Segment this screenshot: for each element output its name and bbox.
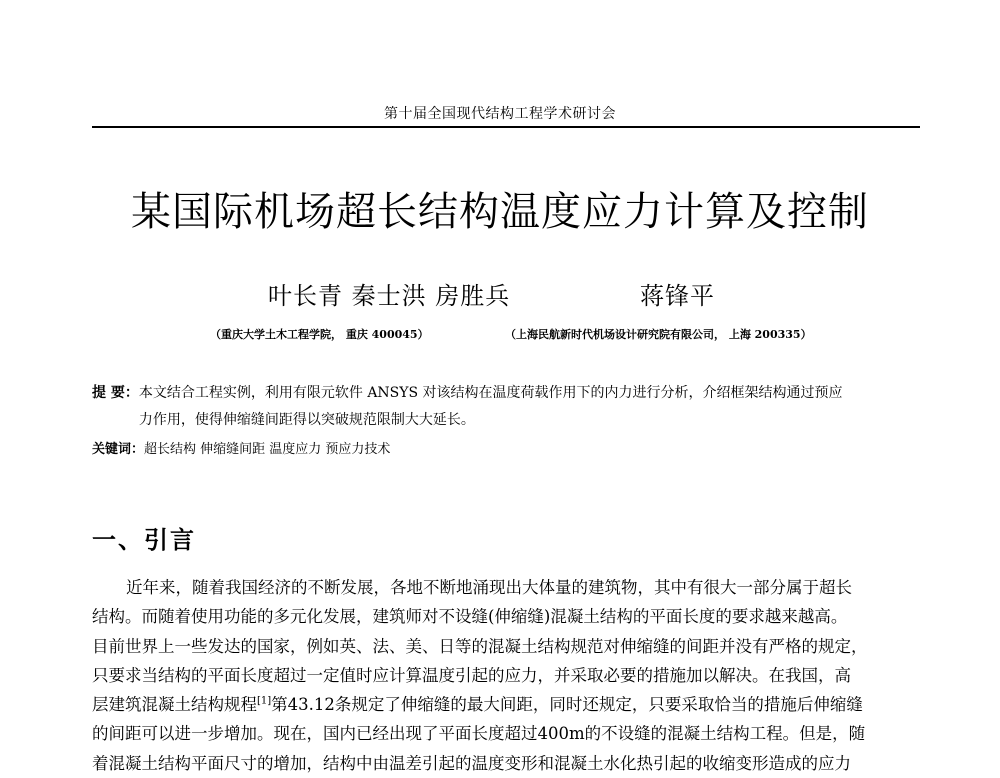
section-heading: 一、引言 — [92, 526, 196, 554]
affiliation-2: （上海民航新时代机场设计研究院有限公司， 上海 200335） — [505, 328, 812, 341]
keywords-text: 超长结构 伸缩缝间距 温度应力 预应力技术 — [144, 442, 391, 457]
body-line-5a: 层建筑混凝土结构规程 — [92, 695, 257, 715]
body-line-2: 结构。而随着使用功能的多元化发展，建筑师对不设缝(伸缩缝)混凝土结构的平面长度的要求越来越高。 — [92, 607, 848, 627]
running-header: 第十届全国现代结构工程学术研讨会 — [384, 106, 616, 122]
affiliation-1: （重庆大学土木工程学院， 重庆 400045） — [210, 328, 429, 341]
body-line-5b: 第43.12条规定了伸缩缝的最大间距，同时还规定，只要采取恰当的措施后伸缩缝 — [271, 695, 863, 715]
abstract-row-1 — [92, 380, 924, 407]
keywords-label: 关键词： — [92, 442, 145, 457]
body-line-6: 的间距可以进一步增加。现在，国内已经出现了平面长度超过400m的不设缝的混凝土结构工程。但是，随 — [92, 724, 866, 744]
header-rule — [92, 126, 920, 128]
authors-group-1: 叶长青 秦士洪 房胜兵 — [268, 282, 511, 310]
body-line-5 — [92, 690, 920, 719]
abstract-label: 提 要： — [92, 385, 139, 401]
body-line-1: 近年来，随着我国经济的不断发展，各地不断地涌现出大体量的建筑物，其中有很大一部分属于超长 — [126, 578, 852, 597]
citation-1[interactable]: [1] — [257, 695, 272, 707]
abstract — [92, 380, 924, 434]
keywords — [92, 438, 390, 457]
body-line-4: 只要求当结构的平面长度超过一定值时应计算温度引起的应力，并采取必要的措施加以解决。在我国，高 — [92, 665, 851, 685]
section-body — [92, 573, 920, 778]
abstract-line-2: 力作用，使得伸缩缝间距得以突破规范限制大大延长。 — [138, 412, 475, 428]
paper-title: 某国际机场超长结构温度应力计算及控制 — [131, 189, 869, 235]
abstract-row-2 — [92, 407, 924, 434]
body-line-3: 目前世界上一些发达的国家，例如英、法、美、日等的混凝土结构规范对伸缩缝的间距并没有严格的规定， — [92, 636, 868, 656]
authors-group-2: 蒋锋平 — [640, 282, 715, 310]
abstract-line-1: 本文结合工程实例，利用有限元软件 ANSYS 对该结构在温度荷载作用下的内力进行分析，介绍框架结构通过预应 — [138, 385, 843, 401]
body-line-7: 着混凝土结构平面尺寸的增加，结构中由温差引起的温度变形和混凝土水化热引起的收缩变形造成的应力 — [92, 753, 851, 773]
